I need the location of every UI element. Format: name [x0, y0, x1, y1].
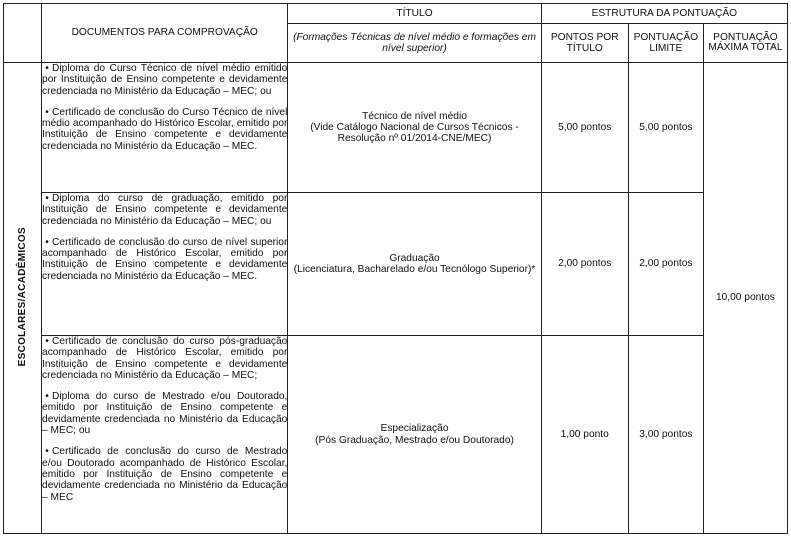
titulo-detail: (Vide Catálogo Nacional de Cursos Técnicos - Resolução nº 01/2014-CNE/MEC)	[310, 121, 519, 145]
pontos-cell: 5,00 pontos	[541, 63, 628, 193]
bullet-icon: •	[45, 446, 49, 458]
doc-item	[42, 237, 287, 282]
bullet-icon: •	[45, 193, 49, 204]
header-titulo: TÍTULO	[288, 4, 541, 24]
score-table	[3, 3, 788, 534]
header-documentos: DOCUMENTOS PARA COMPROVAÇÃO	[42, 4, 288, 63]
titulo-detail: (Pós Graduação, Mestrado e/ou Doutorado)	[315, 434, 514, 446]
doc-text: Certificado de conclusão do curso de nível superior acompanhado de Histórico Escolar, emitido por Instituição de Ensino competente e devidamente credenciada no Ministério da Educação – MEC.	[42, 236, 288, 282]
header-empty-cell	[4, 4, 42, 63]
doc-item	[42, 336, 287, 381]
docs-cell-especializacao	[42, 336, 288, 534]
bullet-icon: •	[45, 236, 49, 248]
category-label: ESCOLARES/ACADÊMICOS	[16, 226, 28, 367]
header-pontuacao-maxima: PONTUAÇÃO MÁXIMA TOTAL	[703, 24, 787, 63]
doc-item	[42, 63, 287, 97]
pontos-cell: 2,00 pontos	[541, 193, 628, 336]
header-pontuacao-limite: PONTUAÇÃO LIMITE	[628, 24, 703, 63]
doc-text: Certificado de conclusão do Curso Técnico de nível médio acompanhado do Histórico Escolar, emitido por Instituição de Ensino competente e devidamente credenciada no Ministério da Educação – MEC.	[42, 106, 288, 152]
doc-text: Diploma do Curso Técnico de nível médio emitido por Instituição de Ensino competente e devidamente credenciada no Ministério da Educação – MEC; ou	[42, 63, 288, 97]
bullet-icon: •	[45, 106, 49, 118]
docs-cell-tecnico	[42, 63, 288, 193]
pontos-cell: 1,00 ponto	[541, 336, 628, 534]
doc-item	[42, 446, 287, 502]
titulo-name: Especialização	[380, 423, 449, 435]
doc-text: Diploma do curso de Mestrado e/ou Doutorado, emitido por Instituição de Ensino competente e devidamente credenciada no Ministério da Educação – MEC; ou	[42, 391, 288, 437]
docs-cell-graduacao	[42, 193, 288, 336]
header-titulo-sub: (Formações Técnicas de nível médio e formações em nível superior)	[288, 24, 541, 63]
max-total-cell: 10,00 pontos	[703, 63, 787, 534]
bullet-icon: •	[45, 336, 49, 347]
doc-item	[42, 107, 287, 152]
limite-cell: 3,00 pontos	[628, 336, 703, 534]
doc-text: Certificado de conclusão do curso de Mestrado e/ou Doutorado acompanhado de Histórico Escolar, emitido por Instituição de Ensino competente e devidamente credenciada no Ministério da Educação – MEC	[42, 446, 288, 503]
limite-cell: 5,00 pontos	[628, 63, 703, 193]
titulo-detail: (Licenciatura, Bacharelado e/ou Tecnólogo Superior)*	[293, 264, 536, 275]
titulo-name: Graduação	[389, 252, 440, 264]
limite-cell: 2,00 pontos	[628, 193, 703, 336]
doc-text: Diploma do curso de graduação, emitido por Instituição de Ensino competente e devidamente credenciada no Ministério da Educação – MEC; ou	[42, 193, 288, 227]
titulo-cell-especializacao	[288, 336, 541, 534]
bullet-icon: •	[45, 391, 49, 403]
doc-item	[42, 391, 287, 436]
category-cell	[4, 63, 42, 534]
header-estrutura: ESTRUTURA DA PONTUAÇÃO	[541, 4, 787, 24]
doc-item	[42, 193, 287, 227]
header-pontos-por-titulo: PONTOS POR TÍTULO	[541, 24, 628, 63]
titulo-cell-tecnico	[288, 63, 541, 193]
bullet-icon: •	[45, 63, 49, 74]
doc-text: Certificado de conclusão do curso pós-graduação acompanhado de Histórico Escolar, emitido por Instituição de Ensino competente e devidamente credenciada no Ministério da Educação – MEC;	[42, 336, 288, 381]
titulo-name: Técnico de nível médio	[362, 110, 467, 122]
titulo-cell-graduacao	[288, 193, 541, 336]
